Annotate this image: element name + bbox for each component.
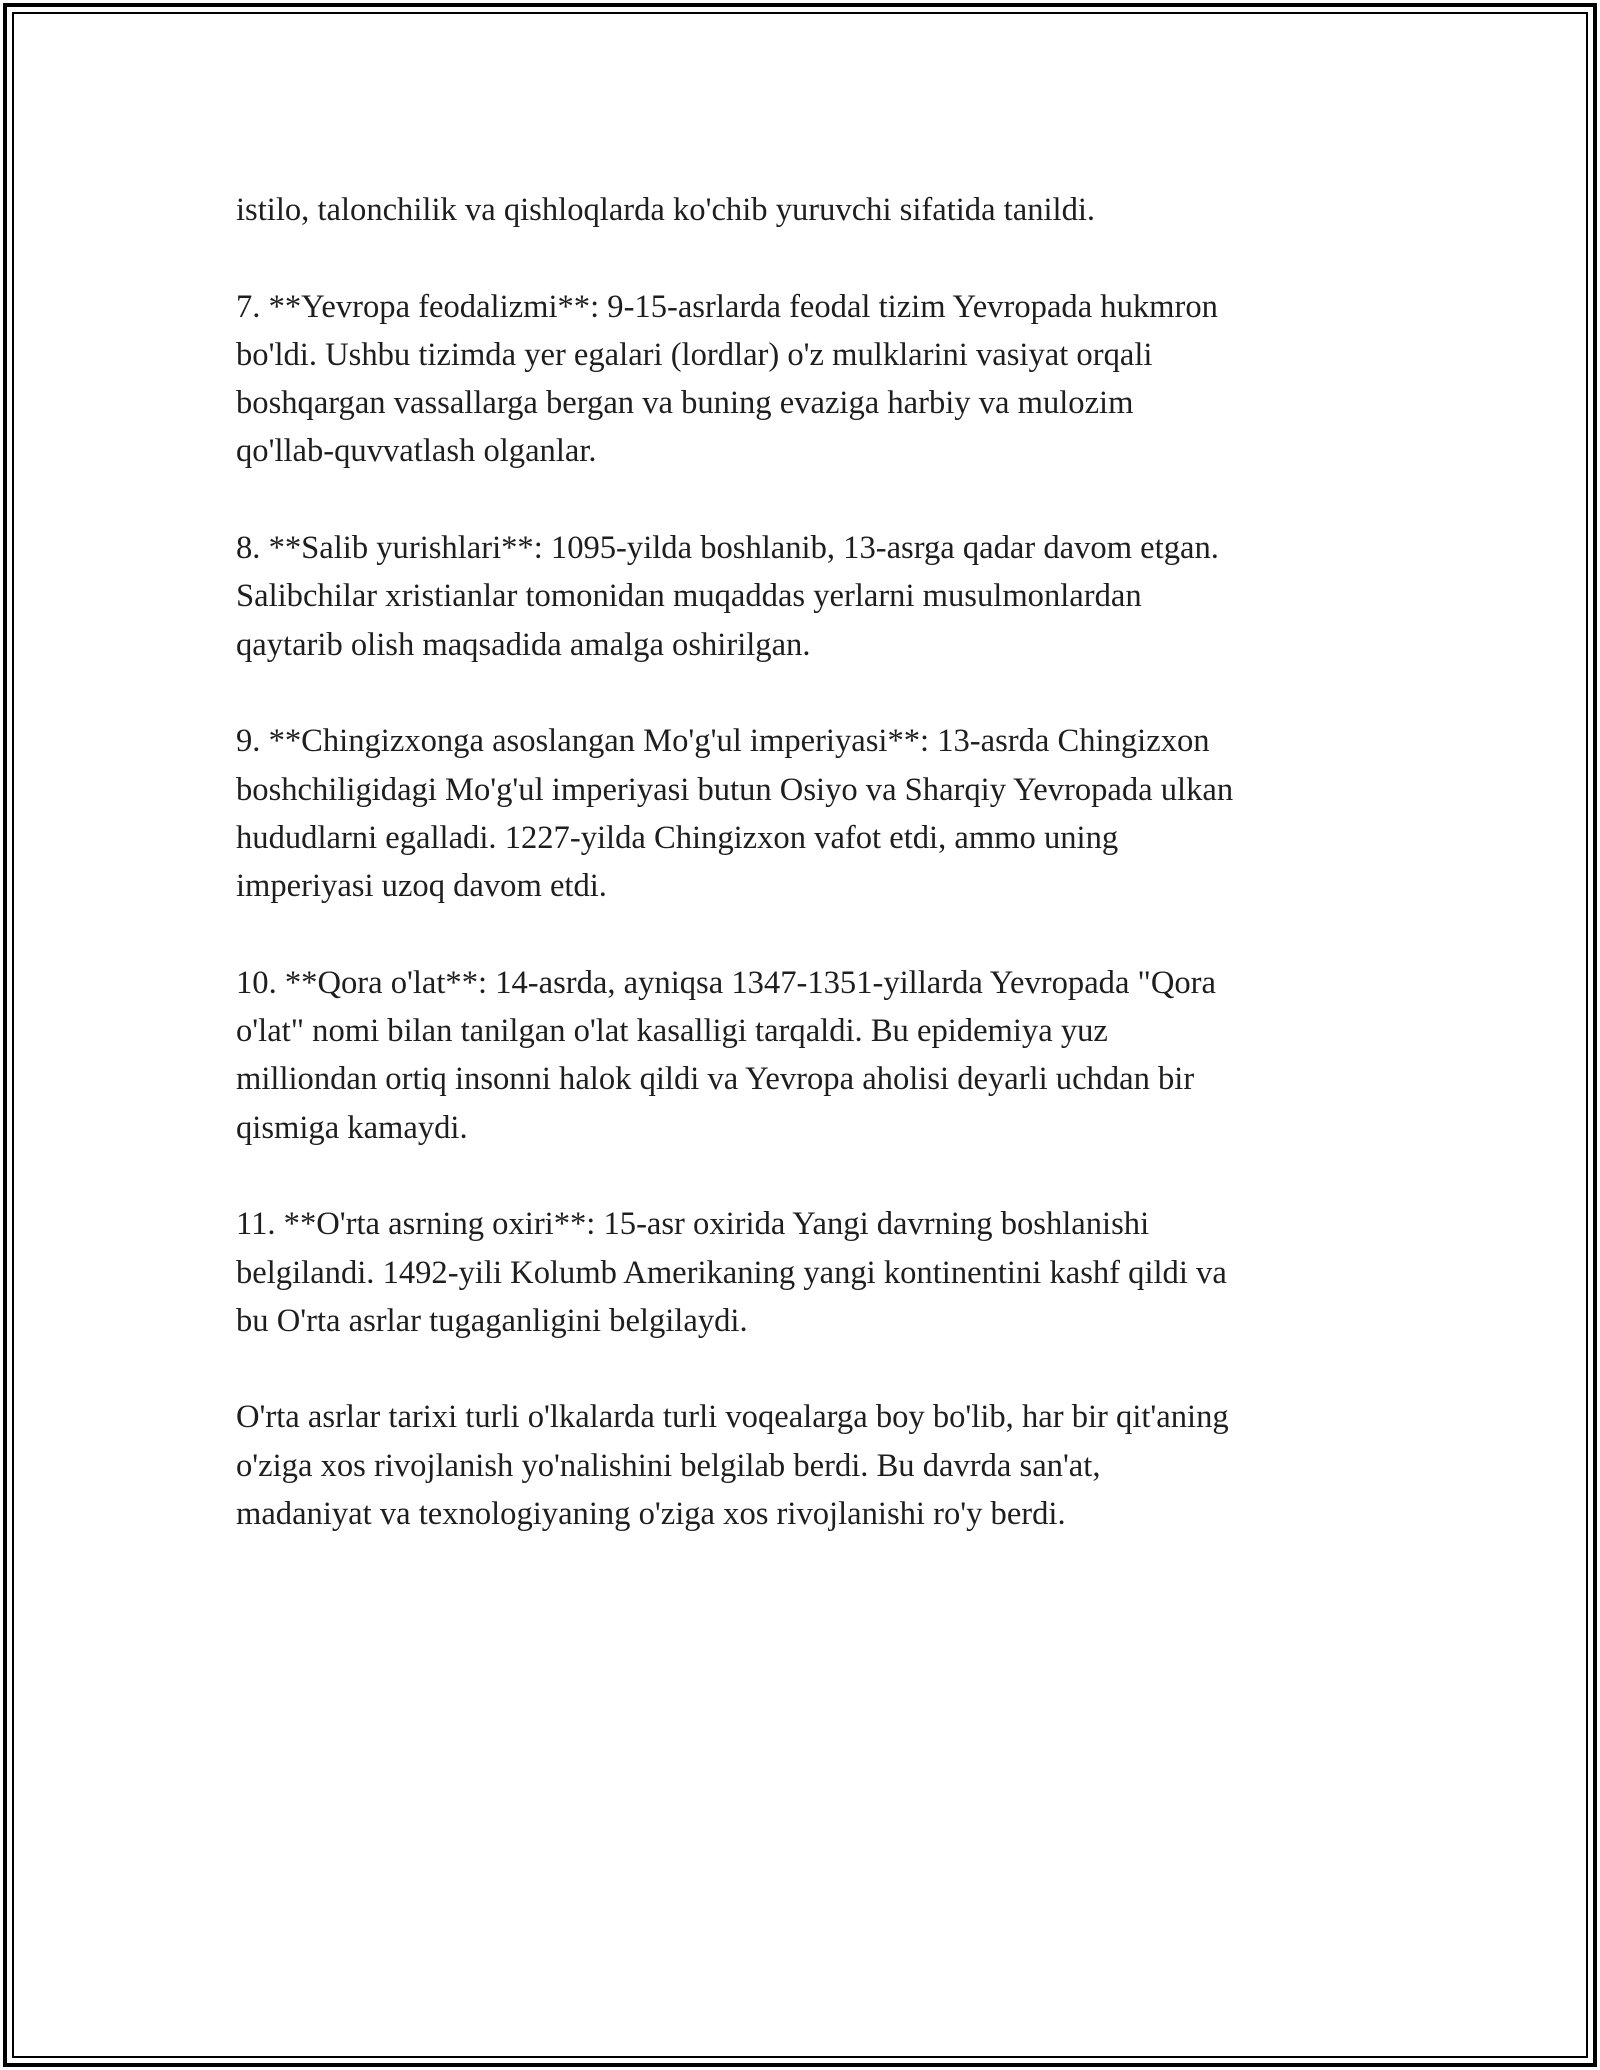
paragraph-item-10-black-death: 10. **Qora o'lat**: 14-asrda, ayniqsa 1347-1351-yillarda Yevropada "Qora o'lat" nomi bilan tanilgan o'lat kasalligi tarqaldi. Bu epidemiya yuz milliondan ortiq insonni halok qildi va Yevropa aholisi deyarli uchdan bir qismiga kamaydi. [236, 964, 1216, 1146]
paragraph-item-8-crusades: 8. **Salib yurishlari**: 1095-yilda boshlanib, 13-asrga qadar davom etgan. Salibchilar xristianlar tomonidan muqaddas yerlarni musulmonlardan qaytarib olish maqsadida amalga oshirilgan. [236, 530, 1219, 663]
paragraph-item-9-mongol-empire: 9. **Chingizxonga asoslangan Mo'g'ul imperiyasi**: 13-asrda Chingizxon boshchiligidagi Mo'g'ul imperiyasi butun Osiyo va Sharqiy Yevropada ulkan hududlarni egalladi. 1227-yilda Chingizxon vafot etdi, ammo uning imperiyasi uzoq davom etdi. [236, 723, 1234, 905]
document-body [236, 186, 1406, 1587]
paragraph-conclusion: O'rta asrlar tarixi turli o'lkalarda turli voqealarga boy bo'lib, har bir qit'aning o'ziga xos rivojlanish yo'nalishini belgilab berdi. Bu davrda san'at, madaniyat va texnologiyaning o'ziga xos rivojlanishi ro'y berdi. [236, 1399, 1229, 1533]
paragraph-intro-continuation: istilo, talonchilik va qishloqlarda ko'chib yuruvchi sifatida tanildi. [236, 192, 1096, 228]
paragraph-item-11-end-of-middle-ages: 11. **O'rta asrning oxiri**: 15-asr oxirida Yangi davrning boshlanishi belgilandi. 1492-yili Kolumb Amerikaning yangi kontinentini kashf qildi va bu O'rta asrlar tugaganligini belgilaydi. [236, 1206, 1227, 1339]
paragraph-item-7-european-feudalism: 7. **Yevropa feodalizmi**: 9-15-asrlarda feodal tizim Yevropada hukmron bo'ldi. Ushbu tizimda yer egalari (lordlar) o'z mulklarini vasiyat orqali boshqargan vassallarga bergan va buning evaziga harbiy va mulozim qo'llab-quvvatlash olganlar. [236, 288, 1218, 470]
